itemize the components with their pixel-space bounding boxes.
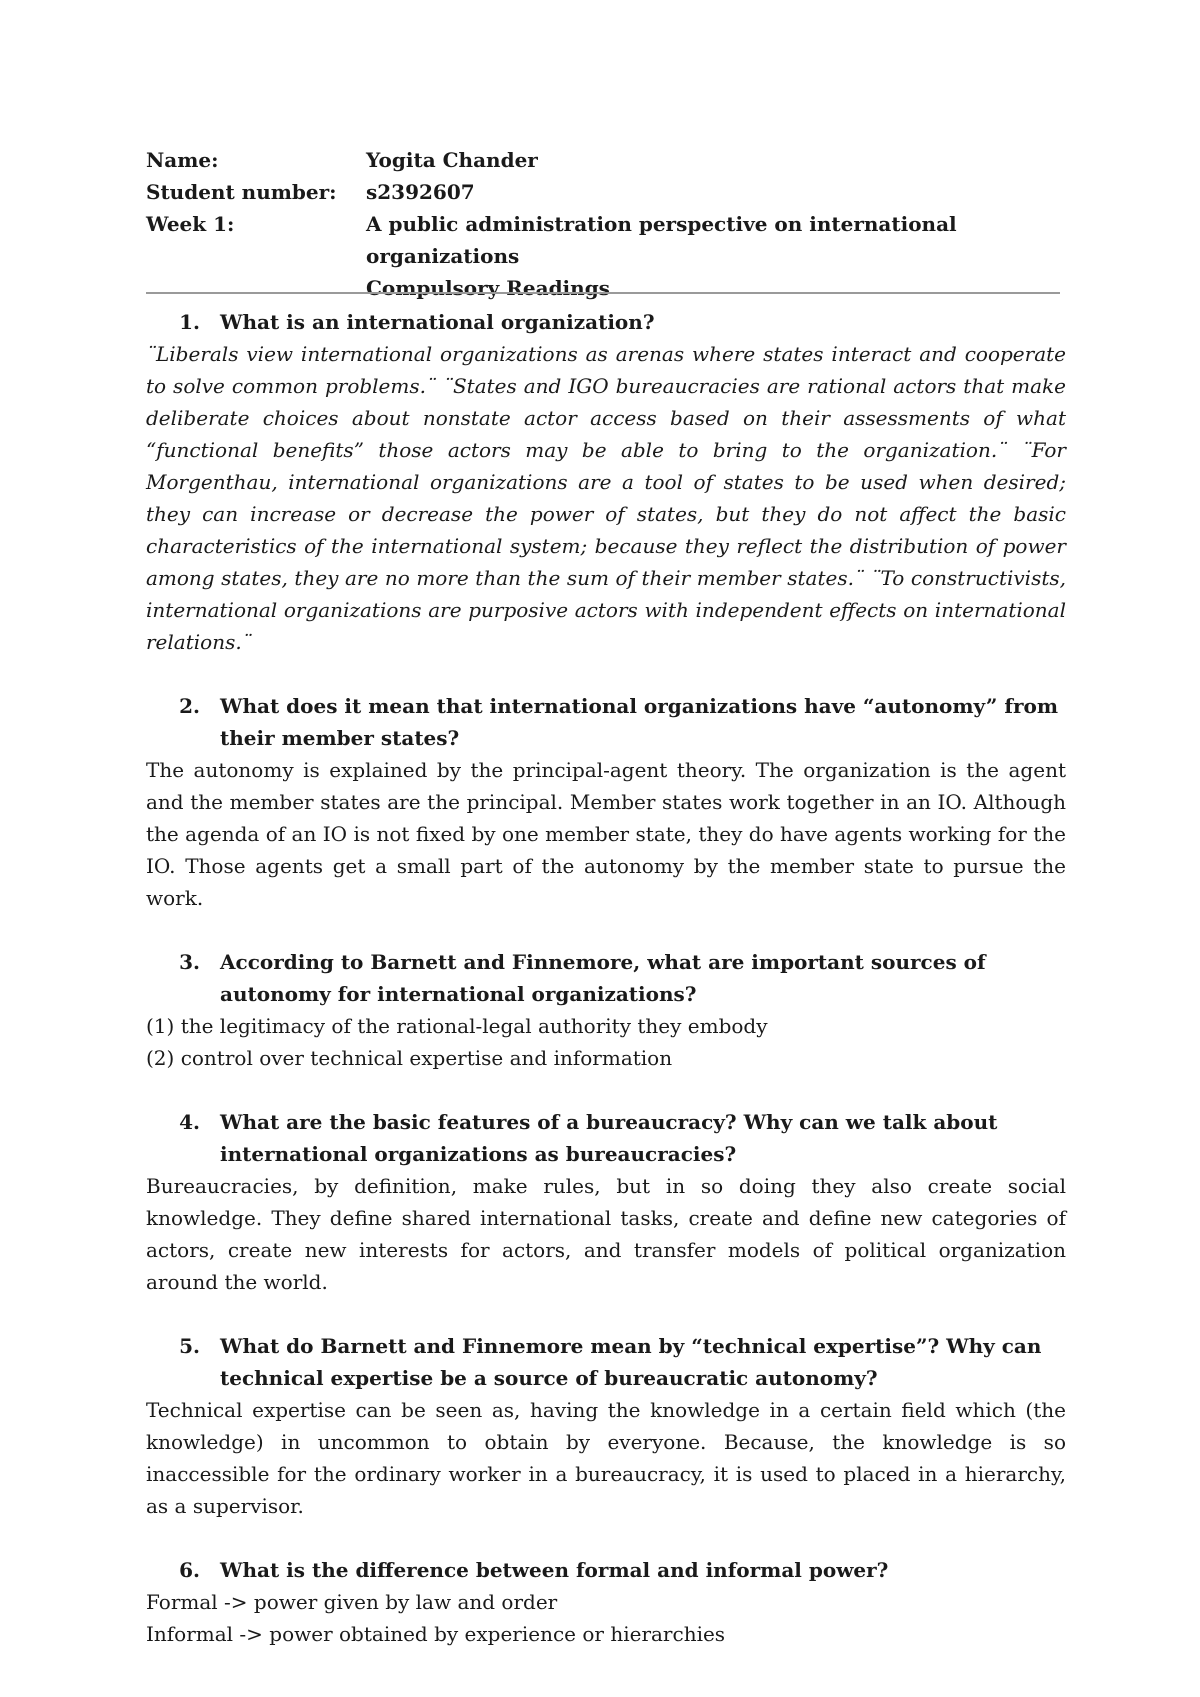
answer-6-line-1: Formal -> power given by law and order	[146, 1590, 558, 1614]
week-title	[366, 208, 1066, 304]
spacer	[146, 914, 1066, 946]
question-number: 6.	[179, 1558, 200, 1582]
question-5	[146, 1330, 1066, 1394]
document-header	[146, 144, 1066, 304]
question-3	[146, 946, 1066, 1010]
name-value: Yogita Chander	[366, 148, 538, 172]
answer-5: Technical expertise can be seen as, having the knowledge in a certain field which (the knowledge) in uncommon to obtain by everyone. Because, the knowledge is so inaccessible for the ordinary worker in a bureaucracy, it is used to placed in a hierarchy, as a supervisor.	[146, 1398, 1066, 1518]
spacer	[146, 1074, 1066, 1106]
question-text: What is the difference between formal and informal power?	[220, 1558, 889, 1582]
question-text: According to Barnett and Finnemore, what are important sources of autonomy for international organizations?	[220, 950, 986, 1006]
student-number-value: s2392607	[366, 180, 475, 204]
week-label: Week 1:	[146, 212, 235, 236]
question-number: 1.	[179, 310, 200, 334]
question-text: What do Barnett and Finnemore mean by “technical expertise”? Why can technical expertise be a source of bureaucratic autonomy?	[220, 1334, 1042, 1390]
week-row	[146, 208, 1066, 304]
answer-3-line-1: (1) the legitimacy of the rational-legal authority they embody	[146, 1014, 768, 1038]
week-title-line-1: A public administration perspective on international organizations	[366, 212, 957, 268]
answer-1: ¨Liberals view international organizations as arenas where states interact and cooperate to solve common problems.¨ ¨States and IGO bureaucracies are rational actors that make deliberate choices about nonstate actor access based on their assessments of what “functional benefits” those actors may be able to bring to the organization.¨ ¨For Morgenthau, international organizations are a tool of states to be used when desired; they can increase or decrease the power of states, but they do not affect the basic characteristics of the international system; because they reflect the distribution of power among states, they are no more than the sum of their member states.¨ ¨To constructivists, international organizations are purposive actors with independent effects on international relations.¨	[146, 342, 1066, 654]
name-row	[146, 144, 1066, 176]
question-4	[146, 1106, 1066, 1170]
answer-6-line-2: Informal -> power obtained by experience or hierarchies	[146, 1622, 726, 1646]
answer-3-line-2: (2) control over technical expertise and information	[146, 1046, 673, 1070]
answer-2: The autonomy is explained by the principal-agent theory. The organization is the agent and the member states are the principal. Member states work together in an IO. Although the agenda of an IO is not fixed by one member state, they do have agents working for the IO. Those agents get a small part of the autonomy by the member state to pursue the work.	[146, 758, 1066, 910]
question-text: What are the basic features of a bureaucracy? Why can we talk about international organizations as bureaucracies?	[220, 1110, 998, 1166]
spacer	[146, 1522, 1066, 1554]
question-number: 4.	[179, 1110, 200, 1134]
week-title-line-2: Compulsory Readings	[366, 276, 610, 300]
question-number: 5.	[179, 1334, 200, 1358]
answer-4: Bureaucracies, by definition, make rules, but in so doing they also create social knowledge. They define shared international tasks, create and define new categories of actors, create new interests for actors, and transfer models of political organization around the world.	[146, 1174, 1066, 1294]
question-2	[146, 690, 1066, 754]
question-list	[146, 306, 1066, 1650]
question-text: What is an international organization?	[220, 310, 655, 334]
question-number: 2.	[179, 694, 200, 718]
spacer	[146, 658, 1066, 690]
question-number: 3.	[179, 950, 200, 974]
student-number-row	[146, 176, 1066, 208]
question-1	[146, 306, 1066, 338]
student-number-label: Student number:	[146, 180, 337, 204]
spacer	[146, 1298, 1066, 1330]
question-text: What does it mean that international organizations have “autonomy” from their member states?	[220, 694, 1059, 750]
name-label: Name:	[146, 148, 219, 172]
question-6	[146, 1554, 1066, 1586]
header-divider	[146, 292, 1060, 294]
